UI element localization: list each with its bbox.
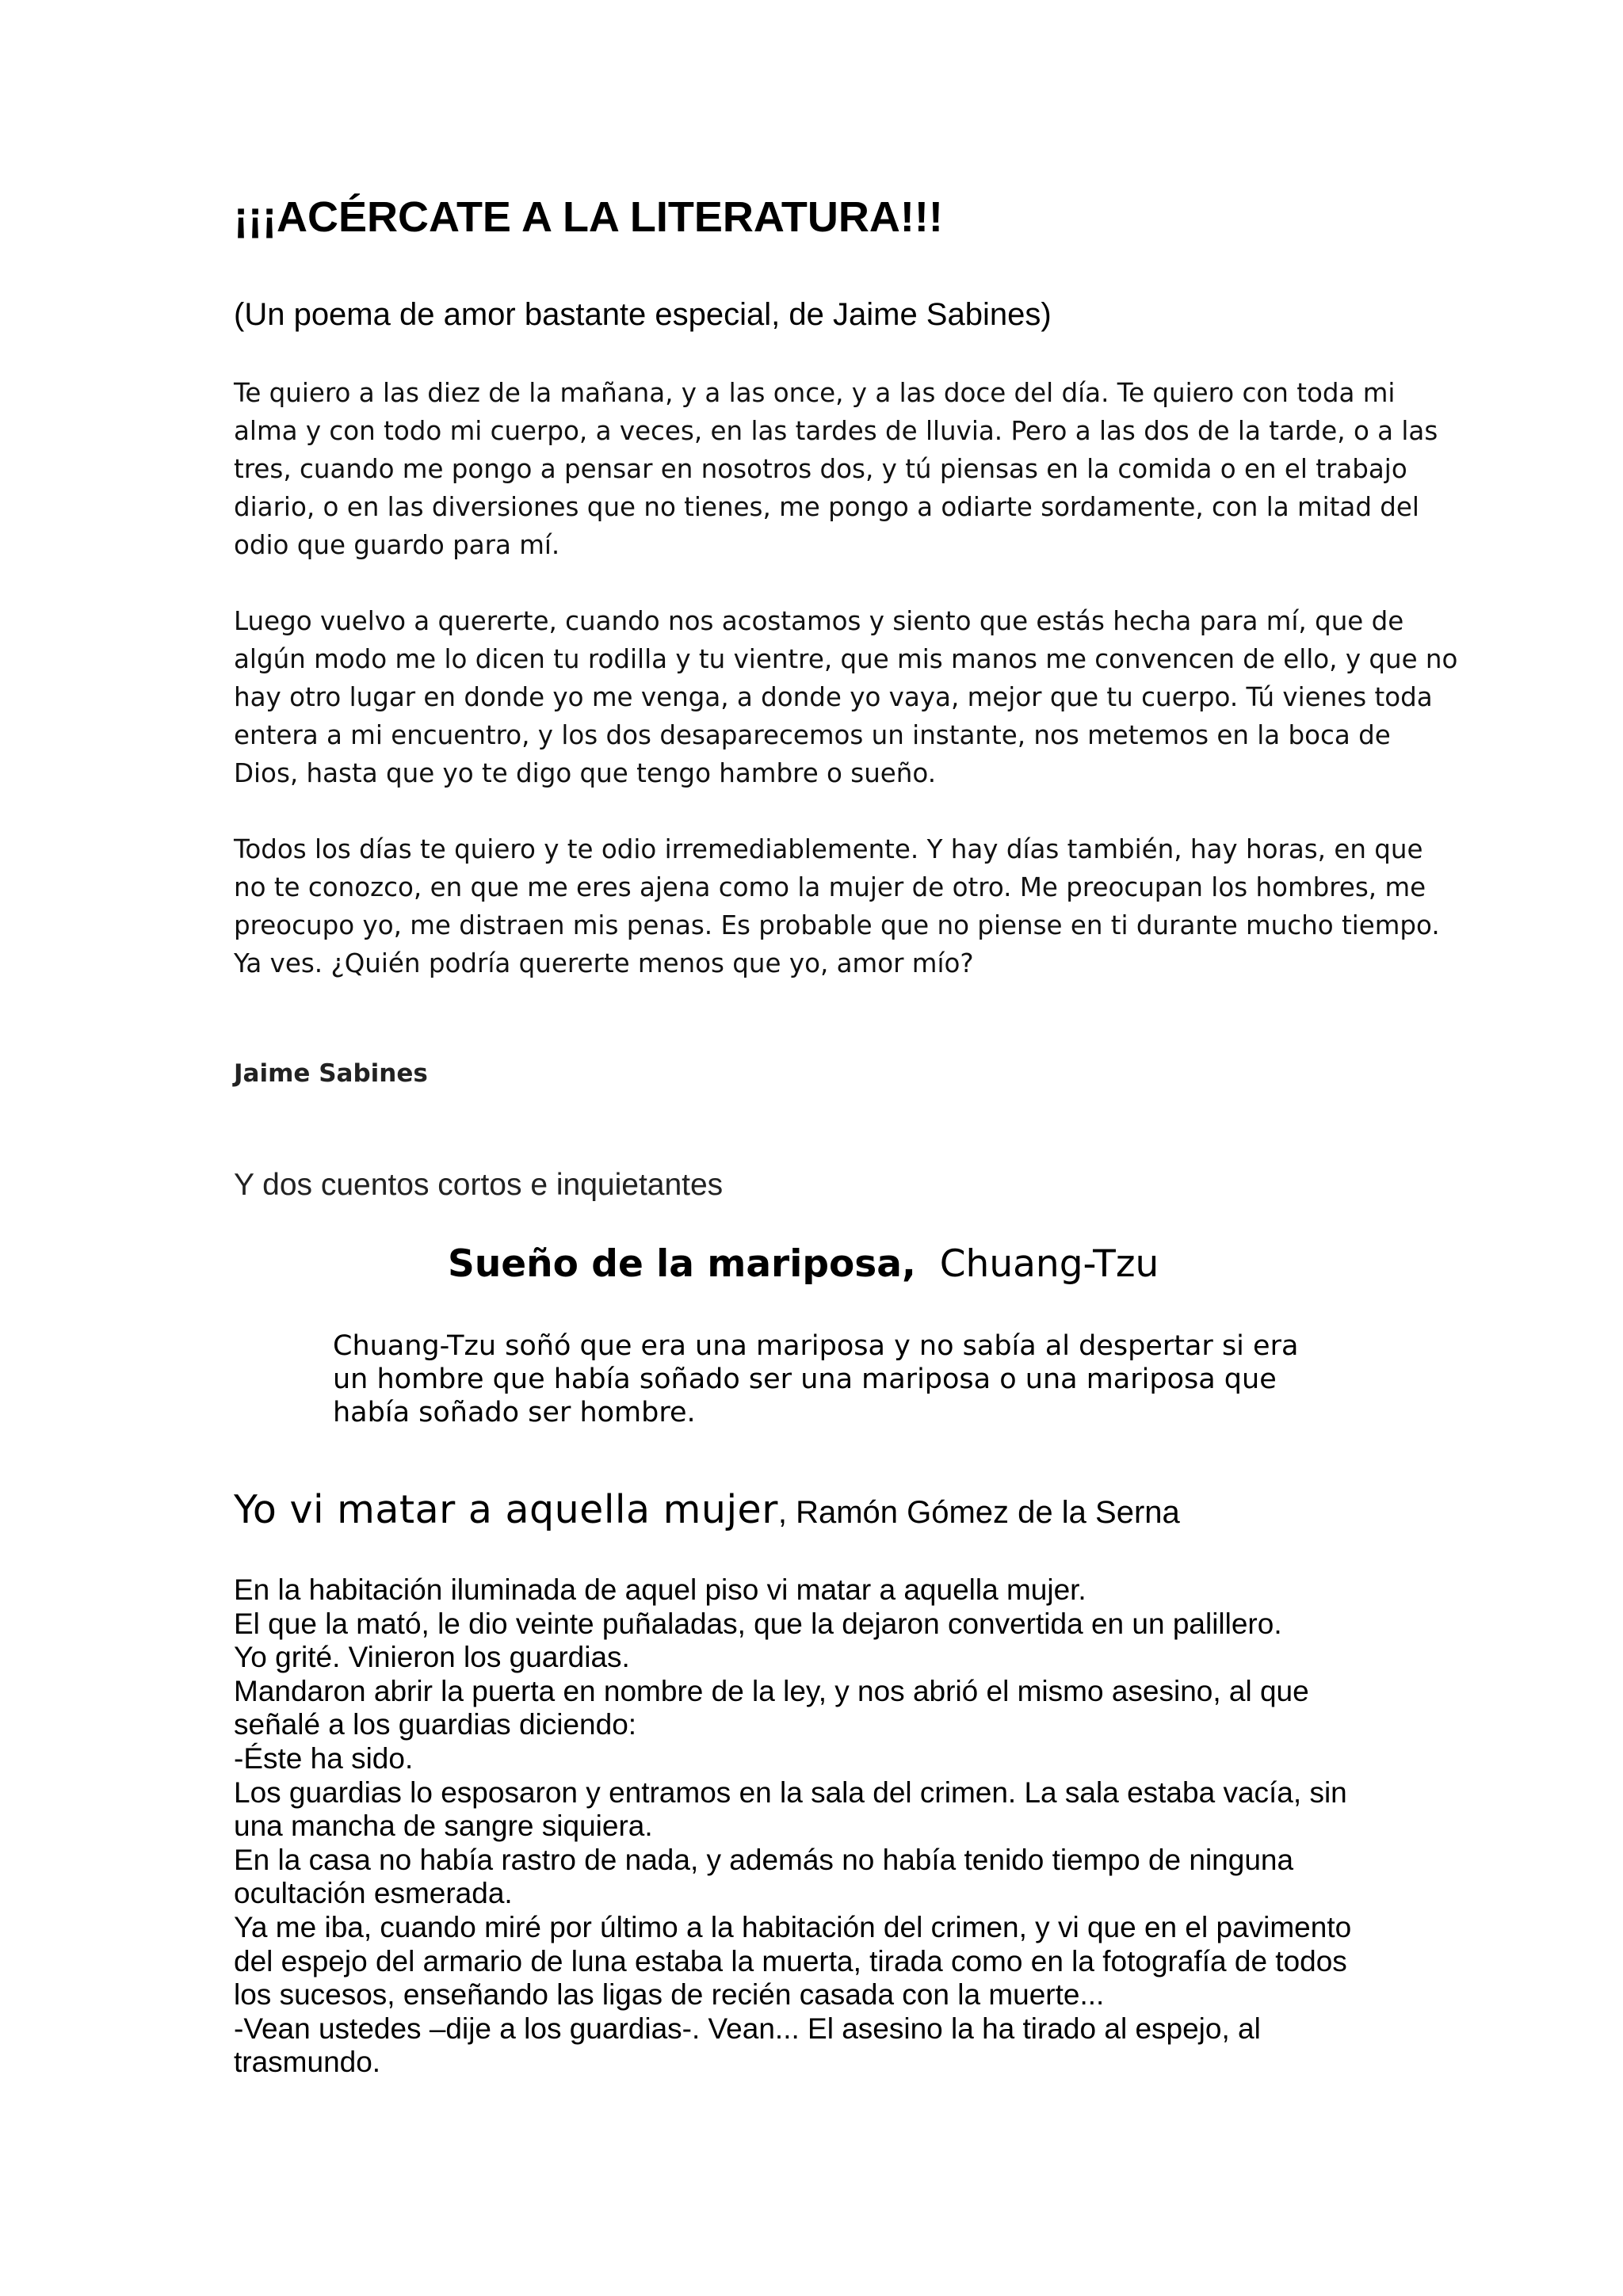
story2-line: Ya me iba, cuando miré por último a la habitación del crimen, y vi que en el pavimento (234, 1910, 1352, 1943)
story2-line: trasmundo. (234, 2046, 381, 2079)
story2-line: del espejo del armario de luna estaba la muerta, tirada como en la fotografía de todos (234, 1944, 1347, 1978)
poem-line: entera a mi encuentro, y los dos desaparecemos un instante, nos metemos en la boca de (234, 720, 1391, 750)
poem-line: preocupo yo, me distraen mis penas. Es probable que no piense en ti durante mucho tiempo. (234, 910, 1440, 940)
page-subtitle: (Un poema de amor bastante especial, de Jaime Sabines) (234, 297, 1052, 332)
poem-line: diario, o en las diversiones que no tienes, me pongo a odiarte sordamente, con la mitad del (234, 492, 1419, 522)
poem-paragraph-3 (234, 830, 1438, 982)
poem-paragraph-2 (234, 602, 1458, 792)
story2-line: los sucesos, enseñando las ligas de recién casada con la muerte... (234, 1978, 1105, 2012)
story1-line: Chuang-Tzu soñó que era una mariposa y no sabía al despertar si era (333, 1330, 1299, 1362)
poem-line: Dios, hasta que yo te digo que tengo hambre o sueño. (234, 758, 937, 788)
poem-line: odio que guardo para mí. (234, 530, 560, 560)
poem-line: tres, cuando me pongo a pensar en nosotros dos, y tú piensas en la comida o en el trabajo (234, 454, 1407, 484)
page-title: ¡¡¡ACÉRCATE A LA LITERATURA!!! (234, 193, 943, 241)
story1-heading (448, 1241, 1159, 1288)
poem-line: hay otro lugar en donde yo me venga, a donde yo vaya, mejor que tu cuerpo. Tú vienes toda (234, 682, 1433, 712)
poem-line: algún modo me lo dicen tu rodilla y tu vientre, que mis manos me convencen de ello, y que no (234, 644, 1458, 674)
story1-author: Chuang-Tzu (939, 1242, 1159, 1286)
story2-text (234, 1573, 1351, 2080)
poem-line: Luego vuelvo a quererte, cuando nos acostamos y siento que estás hecha para mí, que de (234, 606, 1404, 636)
poem-line: Ya ves. ¿Quién podría quererte menos que yo, amor mío? (234, 948, 974, 978)
poem-line: no te conozco, en que me eres ajena como la mujer de otro. Me preocupan los hombres, me (234, 872, 1426, 902)
story2-heading (234, 1485, 1180, 1545)
story1-text (333, 1329, 1298, 1429)
stories-heading: Y dos cuentos cortos e inquietantes (234, 1168, 724, 1202)
story2-line: una mancha de sangre siquiera. (234, 1810, 653, 1843)
story2-line: -Vean ustedes –dije a los guardias-. Vean... El asesino la ha tirado al espejo, al (234, 2012, 1261, 2045)
story2-line: -Éste ha sido. (234, 1741, 414, 1775)
poem-author: Jaime Sabines (234, 1059, 428, 1088)
story2-line: En la casa no había rastro de nada, y además no había tenido tiempo de ninguna (234, 1843, 1294, 1876)
story1-title: Sueño de la mariposa, (448, 1242, 916, 1286)
story2-title: Yo vi matar a aquella mujer (234, 1487, 778, 1532)
story2-line: ocultación esmerada. (234, 1877, 513, 1910)
story2-line: Mandaron abrir la puerta en nombre de la ley, y nos abrió el mismo asesino, al que (234, 1674, 1309, 1707)
story1-line: había soñado ser hombre. (333, 1397, 696, 1428)
story2-line: En la habitación iluminada de aquel piso vi matar a aquella mujer. (234, 1573, 1086, 1606)
story2-line: El que la mató, le dio veinte puñaladas, que la dejaron convertida en un palillero. (234, 1607, 1282, 1640)
poem-paragraph-1 (234, 374, 1438, 564)
story2-line: señalé a los guardias diciendo: (234, 1708, 637, 1741)
story2-line: Yo grité. Vinieron los guardias. (234, 1641, 630, 1674)
story2-line: Los guardias lo esposaron y entramos en la sala del crimen. La sala estaba vacía, sin (234, 1775, 1347, 1809)
poem-line: alma y con todo mi cuerpo, a veces, en las tardes de lluvia. Pero a las dos de la tarde, o a las (234, 416, 1438, 446)
poem-line: Te quiero a las diez de la mañana, y a las once, y a las doce del día. Te quiero con toda mi (234, 378, 1396, 408)
story2-author: , Ramón Gómez de la Serna (777, 1495, 1180, 1530)
story1-line: un hombre que había soñado ser una mariposa o una mariposa que (333, 1363, 1277, 1395)
poem-line: Todos los días te quiero y te odio irremediablemente. Y hay días también, hay horas, en que (234, 834, 1423, 864)
